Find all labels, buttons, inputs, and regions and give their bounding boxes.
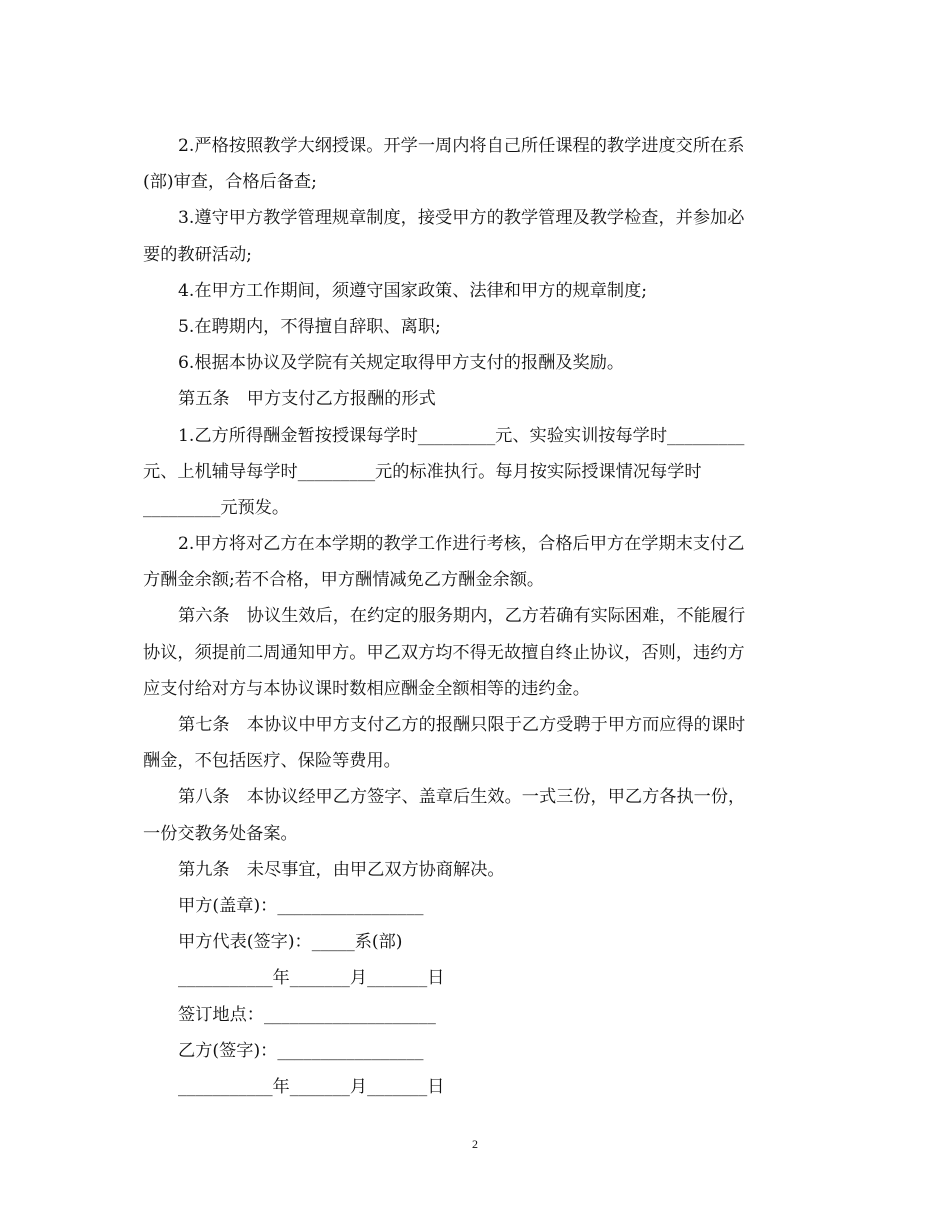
document-line: ___________年_______月_______日 <box>178 968 445 989</box>
document-line: (部)审查，合格后备查; <box>143 172 317 193</box>
document-line: ___________年_______月_______日 <box>178 1076 445 1097</box>
document-line: 2.严格按照教学大纲授课。开学一周内将自己所任课程的教学进度交所在系 <box>178 136 745 156</box>
document-line: 3.遵守甲方教学管理规章制度，接受甲方的教学管理及教学检查，并参加必 <box>178 208 745 229</box>
document-line: 元、上机辅导每学时_________元的标准执行。每月按实际授课情况每学时 <box>143 461 702 482</box>
document-line: 方酬金余额;若不合格，甲方酬情减免乙方酬金余额。 <box>143 570 545 591</box>
document-line: 酬金，不包括医疗、保险等费用。 <box>143 751 401 772</box>
document-line: 4.在甲方工作期间，须遵守国家政策、法律和甲方的规章制度; <box>178 280 648 301</box>
document-line: 签订地点：____________________ <box>178 1004 436 1025</box>
document-line: 第七条 本协议中甲方支付乙方的报酬只限于乙方受聘于甲方而应得的课时 <box>178 715 746 735</box>
document-line: 第六条 协议生效后，在约定的服务期内，乙方若确有实际困难，不能履行 <box>178 606 746 627</box>
document-line: 第八条 本协议经甲乙方签字、盖章后生效。一式三份，甲乙方各执一份， <box>178 787 746 808</box>
document-line: 乙方(签字)：_________________ <box>178 1040 424 1061</box>
document-line: 第五条 甲方支付乙方报酬的形式 <box>178 389 436 410</box>
document-line: 1.乙方所得酬金暂按授课每学时_________元、实验实训按每学时_________ <box>178 425 745 446</box>
document-line: 甲方(盖章)：_________________ <box>178 895 424 916</box>
document-line: 第九条 未尽事宜，由甲乙双方协商解决。 <box>178 859 505 880</box>
document-line: 5.在聘期内，不得擅自辞职、离职; <box>178 316 441 337</box>
document-line: 2.甲方将对乙方在本学期的教学工作进行考核，合格后甲方在学期末支付乙 <box>178 534 745 555</box>
page-number: 2 <box>472 1137 478 1151</box>
document-line: 要的教研活动; <box>143 244 252 265</box>
document-line: 协议，须提前二周通知甲方。甲乙双方均不得无故擅自终止协议，否则，违约方 <box>143 642 745 663</box>
document-line: 应支付给对方与本协议课时数相应酬金全额相等的违约金。 <box>143 678 590 699</box>
document-line: _________元预发。 <box>143 497 290 518</box>
document-line: 6.根据本协议及学院有关规定取得甲方支付的报酬及奖励。 <box>178 353 625 374</box>
document-body <box>143 128 803 1105</box>
document-line: 一份交教务处备案。 <box>143 823 298 844</box>
document-line: 甲方代表(签字)：_____系(部) <box>178 932 403 953</box>
